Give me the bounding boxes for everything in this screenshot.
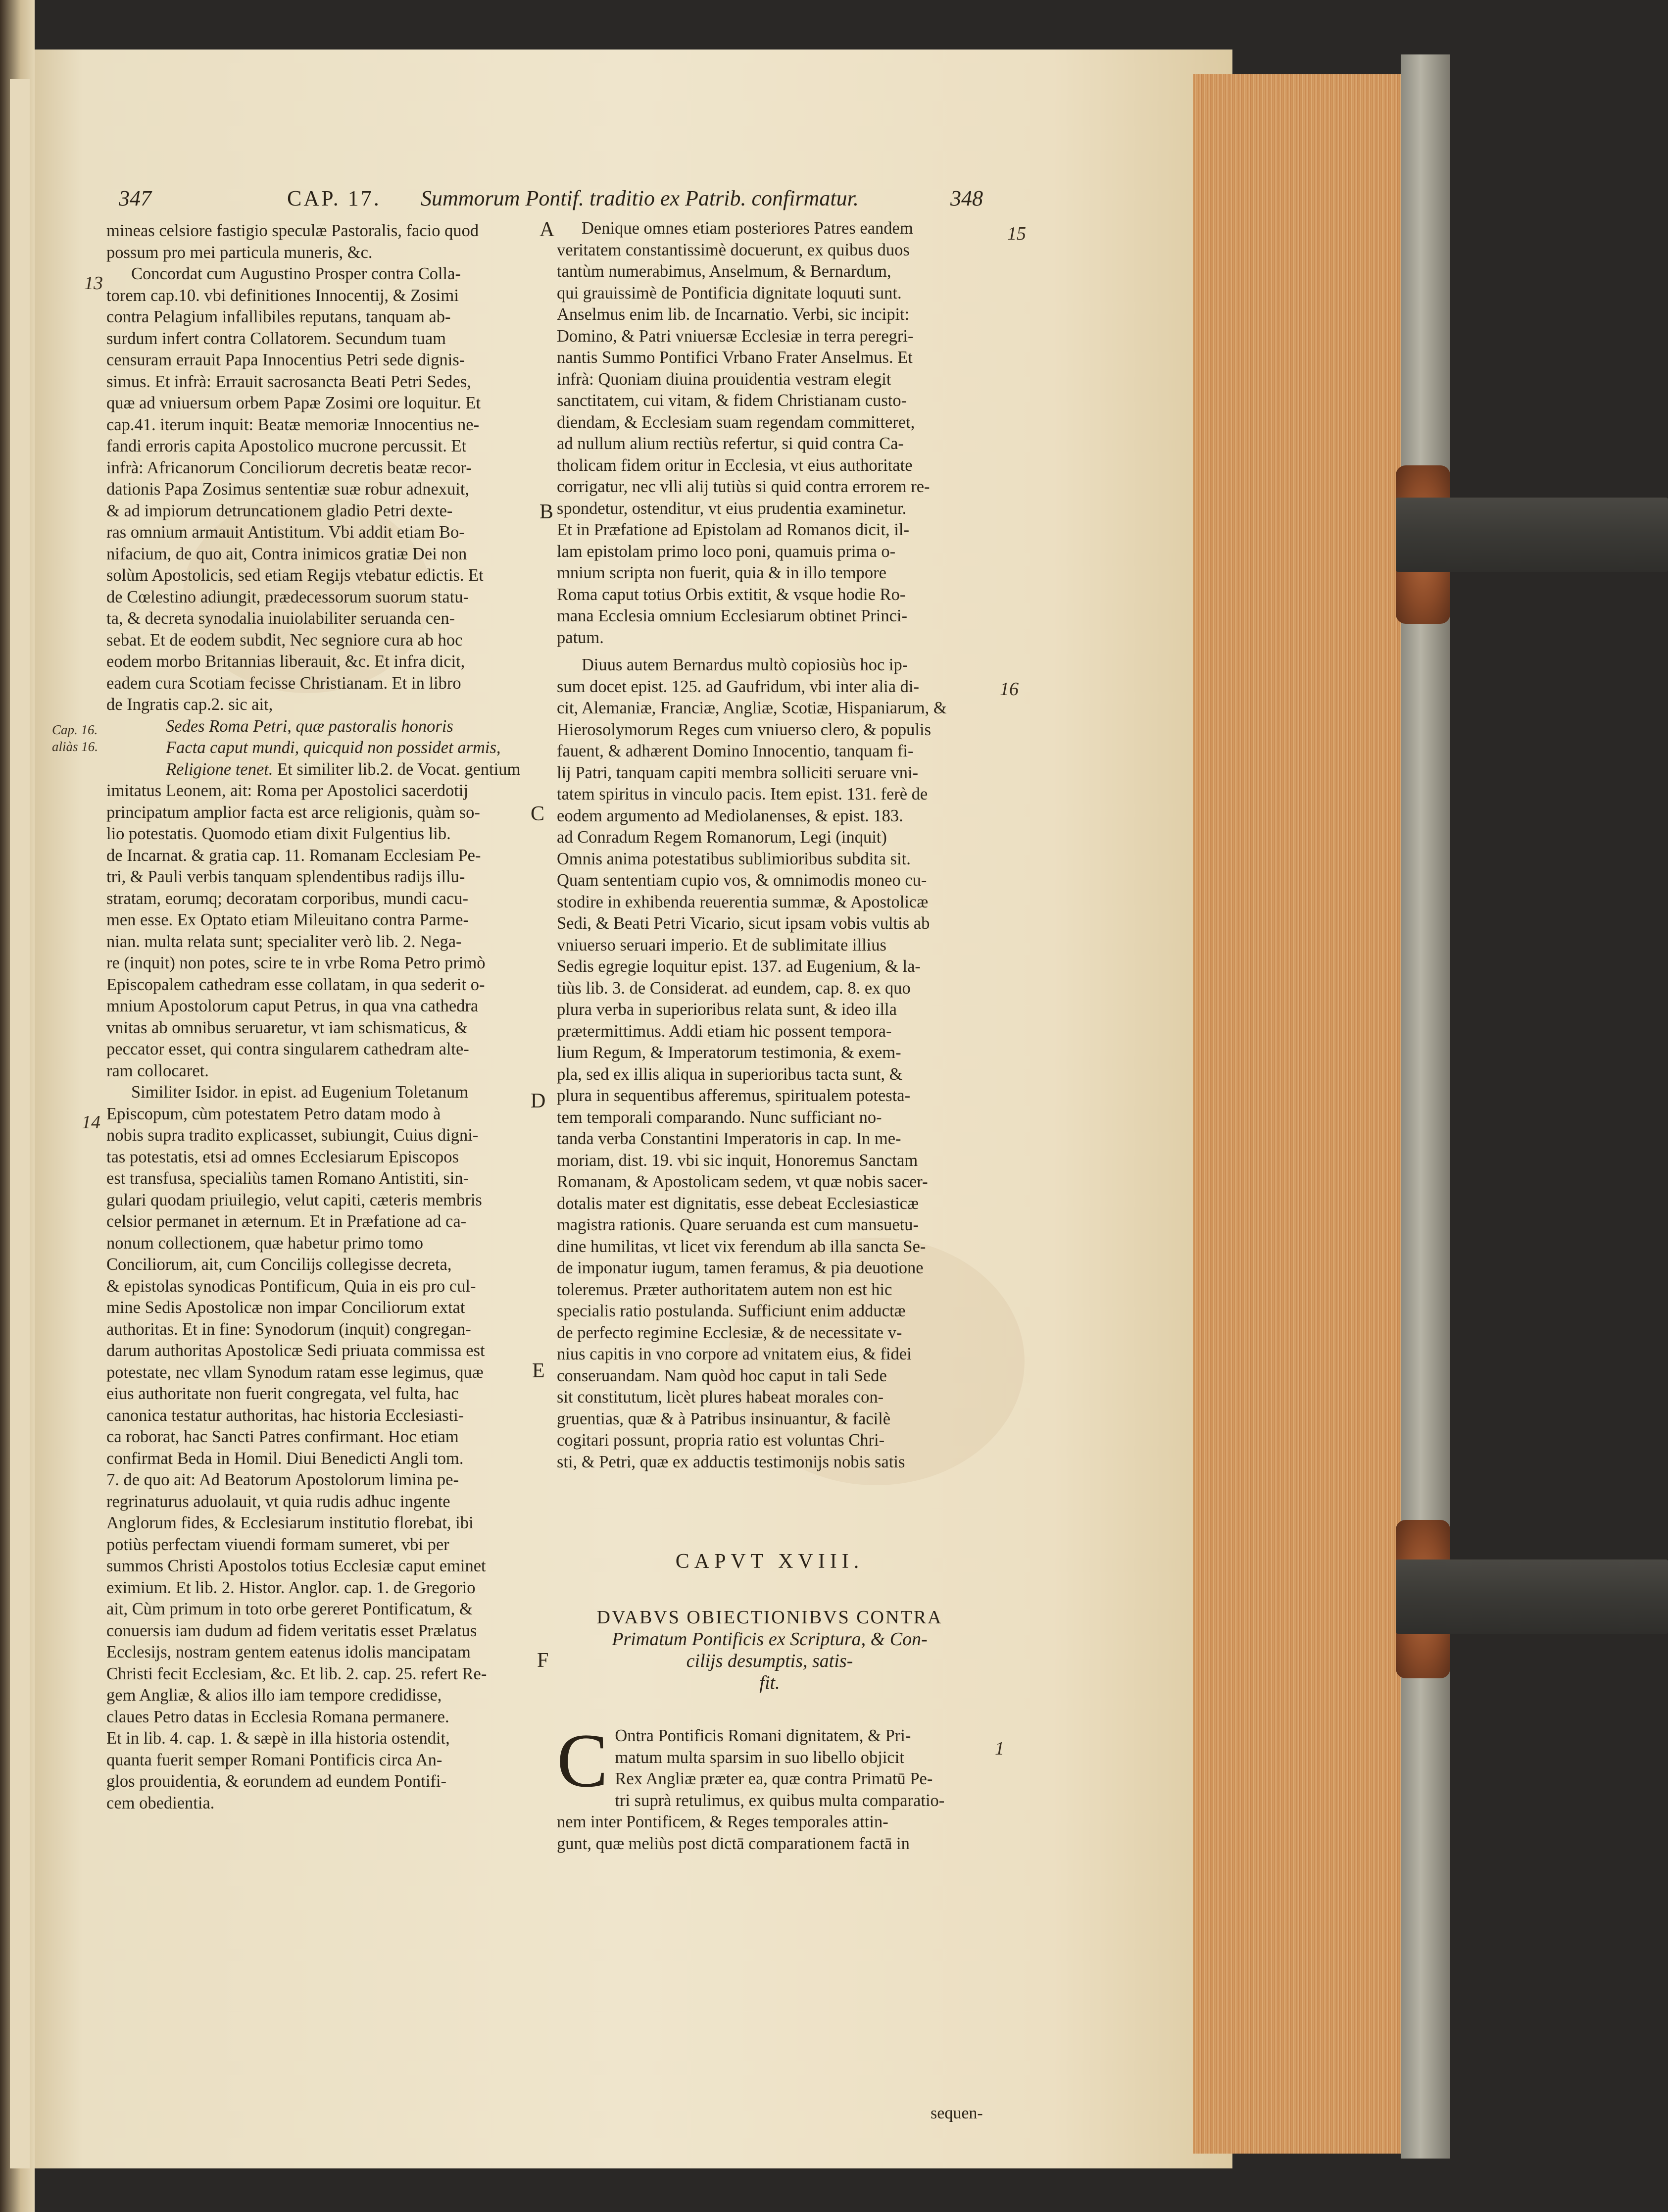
text-line: tatem spiritus in vinculo pacis. Item epist. 131. ferè de — [557, 785, 928, 804]
text-line: infrà: Africanorum Conciliorum decretis beatæ recor- — [106, 458, 472, 477]
text-line: tantùm numerabimus, Anselmum, & Bernardum, — [557, 262, 891, 281]
text-line: lij Patri, tanquam capiti membra solliciti seruare vni- — [557, 763, 919, 782]
text-line: celsior permanet in æternum. Et in Præfatione ad ca- — [106, 1212, 467, 1231]
text-line: tanda verba Constantini Imperatoris in cap. In me- — [557, 1129, 901, 1148]
text-line: tri, & Pauli verbis tanquam splendentibus radijs illu- — [106, 867, 465, 886]
text-line: plura verba in superioribus relata sunt, & ideo illa — [557, 1000, 897, 1019]
text-line: Anselmus enim lib. de Incarnatio. Verbi, sic incipit: — [557, 305, 910, 324]
text-line: & epistolas synodicas Pontificum, Quia in eis pro cul- — [106, 1276, 476, 1296]
text-line: qui grauissimè de Pontificia dignitate loquuti sunt. — [557, 283, 902, 302]
text-line: fauent, & adhærent Domino Innocentio, tanquam fi- — [557, 742, 914, 760]
text-line: tholicam fidem oritur in Ecclesia, vt eius authoritate — [557, 455, 913, 475]
clasp-strap-top — [1396, 498, 1668, 572]
text-line: sit constitutum, licèt plures habeat morales con- — [557, 1388, 884, 1407]
text-line: dotalis mater est dignitatis, esse debeat Ecclesiasticæ — [557, 1194, 919, 1213]
text-line: gem Angliæ, & alios illo iam tempore credidisse, — [106, 1686, 442, 1705]
text-line: vniuerso seruari imperio. Et de sublimitate illius — [557, 935, 886, 955]
clasp-strap-bottom — [1396, 1559, 1668, 1634]
text-line: stodire in exhibenda reuerentia summæ, & Apostolicæ — [557, 892, 929, 911]
subtitle-line: DVABVS OBIECTIONIBVS CONTRA — [596, 1607, 943, 1628]
text-line: gunt, quæ meliùs post dictā comparationem factā in — [557, 1834, 910, 1853]
text-line: ad Conradum Regem Romanorum, Legi (inquit) — [557, 828, 887, 847]
text-line: spondetur, ostenditur, vt eius prudentia examinetur. — [557, 499, 907, 518]
text-line: glos prouidentia, & eorundem ad eundem Pontifi- — [106, 1772, 446, 1791]
right-page-number: 348 — [950, 186, 983, 210]
text-line: Episcopum, cùm potestatem Petro datam modo à — [106, 1104, 441, 1123]
text-line: authoritas. Et in fine: Synodorum (inquit) congregan- — [106, 1319, 471, 1339]
text-line: Rex Angliæ præter ea, quæ contra Primatū Pe- — [615, 1769, 933, 1788]
section-letter: A — [540, 218, 555, 241]
subtitle-line: Primatum Pontificis ex Scriptura, & Con- — [612, 1629, 928, 1650]
text-line: Denique omnes etiam posteriores Patres eandem — [582, 219, 913, 238]
text-line: nius capitis in vno corpore ad vnitatem eius, & fidei — [557, 1345, 912, 1363]
text-line: lam epistolam primo loco poni, quamuis prima o- — [557, 542, 896, 561]
text-line: magistra rationis. Quare seruanda est cum mansuetu- — [557, 1215, 919, 1234]
text-line: Christi fecit Ecclesiam, &c. Et lib. 2. cap. 25. refert Re- — [106, 1664, 487, 1683]
text-line: Et similiter lib.2. de Vocat. gentium — [277, 759, 521, 779]
section-letter: B — [540, 501, 554, 523]
margin-note: Cap. 16. — [52, 722, 98, 737]
text-line: re (inquit) non potes, scire te in vrbe Roma Petro primò — [106, 954, 486, 972]
text-line: torem cap.10. vbi definitiones Innocentij, & Zosimi — [106, 286, 459, 305]
text-line: quæ ad vniuersum orbem Papæ Zosimi ore loquitur. Et — [106, 394, 481, 412]
text-line: Romanam, & Apostolicam sedem, vt quæ nobis sacer- — [557, 1172, 928, 1191]
margin-number: 1 — [995, 1738, 1004, 1759]
text-line: cit, Alemaniæ, Franciæ, Angliæ, Scotiæ, Hispaniarum, & — [557, 699, 947, 717]
text-line: Episcopalem cathedram esse collatam, in qua sederit o- — [106, 975, 485, 994]
text-line: potiùs perfectam viuendi formam sumeret, vbi per — [106, 1535, 449, 1554]
text-line: Sedi, & Beati Petri Vicario, sicut ipsam vobis vultis ab — [557, 914, 930, 933]
text-line: ta, & decreta synodalia inuiolabiliter seruanda cen- — [106, 609, 455, 628]
text-line: mnium scripta non fuerit, quia & in illo tempore — [557, 563, 886, 582]
drop-cap: C — [557, 1718, 608, 1803]
text-line: nantis Summo Pontifici Vrbano Frater Anselmus. Et — [557, 348, 913, 367]
text-line: peccator esset, qui contra singularem cathedram alte- — [106, 1040, 469, 1058]
text-line: tem temporali comparando. Nunc sufficiant no- — [557, 1107, 882, 1127]
text-line: de perfecto regimine Ecclesiæ, & de necessitate v- — [557, 1323, 902, 1342]
subtitle-line: cilijs desumptis, satis- — [686, 1651, 853, 1671]
text-line: corrigatur, nec vlli alij tutiùs si quid contra errorem re- — [557, 477, 930, 496]
text-line: men esse. Ex Optato etiam Mileuitano contra Parme- — [106, 910, 469, 929]
text-line: de Cœlestino adiungit, prædecessorum suorum statu- — [106, 587, 469, 606]
text-line: Hierosolymorum Reges cum vniuerso clero, & populis — [557, 720, 932, 739]
text-line: est transfusa, specialiùs tamen Romano Antistiti, sin- — [106, 1169, 469, 1188]
text-line: dine humilitas, vt licet vix ferendum ab illa sancta Se- — [557, 1237, 926, 1256]
text-line: eximium. Et lib. 2. Histor. Anglor. cap. 1. de Gregorio — [106, 1578, 476, 1597]
text-line: darum authoritas Apostolicæ Sedi priuata commissa est — [106, 1341, 485, 1360]
text-line: fandi erroris capita Apostolico mucrone percussit. Et — [106, 437, 467, 455]
chapter-subtitle — [567, 1607, 973, 1694]
book-cover-edge — [1401, 54, 1450, 2159]
running-title: Summorum Pontif. traditio ex Patrib. confirmatur. — [421, 186, 859, 210]
text-line: 7. de quo ait: Ad Beatorum Apostolorum limina pe- — [106, 1470, 459, 1489]
text-line: Domino, & Patri vniuersæ Ecclesiæ in terra peregri- — [557, 326, 914, 346]
text-line: mnium Apostolorum caput Petrus, in qua vna cathedra — [106, 997, 479, 1015]
text-line: mana Ecclesia omnium Ecclesiarum obtinet Princi- — [557, 606, 907, 625]
text-line: stratam, eorumq; decoratam corporibus, mundi cacu- — [106, 889, 468, 908]
text-line: Sedis egregie loquitur epist. 137. ad Eugenium, & la- — [557, 957, 921, 976]
page-edges — [1193, 74, 1406, 2154]
text-line: nobis supra tradito explicasset, subiungit, Cuius digni- — [106, 1126, 479, 1145]
text-line: specialis ratio postulanda. Sufficiunt enim adductæ — [557, 1302, 906, 1320]
text-line: eodem argumento ad Mediolanenses, & epist. 183. — [557, 806, 903, 825]
text-line: Et in Præfatione ad Epistolam ad Romanos dicit, il- — [557, 520, 909, 539]
chapter-body — [557, 1718, 982, 1855]
text-line: patum. — [557, 628, 604, 647]
text-line: surdum infert contra Collatorem. Secundum tuam — [106, 329, 446, 348]
text-line: confirmat Beda in Homil. Diui Benedicti Angli tom. — [106, 1449, 464, 1468]
verse-line: Facta caput mundi, quicquid non possidet armis, — [166, 738, 501, 757]
text-line: sebat. Et de eodem subdit, Nec segniore cura ab hoc — [106, 630, 463, 650]
text-line: ca roborat, hac Sancti Patres confirmant. Hoc etiam — [106, 1427, 459, 1446]
text-line: Diuus autem Bernardus multò copiosiùs hoc ip- — [582, 655, 908, 674]
text-line: dationis Papa Zosimus sententiæ suæ robur adnexuit, — [106, 480, 470, 499]
text-line: possum pro mei particula muneris, &c. — [106, 243, 373, 262]
text-line: prætermittimus. Addi etiam hic possent tempora- — [557, 1021, 892, 1041]
text-line: Conciliorum, ait, cum Concilijs collegisse decreta, — [106, 1255, 452, 1274]
text-line: & ad impiorum detruncationem gladio Petri dexte- — [106, 501, 453, 520]
text-line: toleremus. Præter authoritatem autem non est hic — [557, 1280, 892, 1299]
text-line: regrinaturus aduolauit, vt quia rudis adhuc ingente — [106, 1492, 450, 1511]
text-line: tas potestatis, etsi ad omnes Ecclesiarum Episcopos — [106, 1147, 459, 1166]
text-line: pla, sed ex illis aliqua in superioribus tacta sunt, & — [557, 1064, 903, 1084]
section-letter: D — [531, 1090, 546, 1112]
text-line: cem obedientia. — [106, 1793, 215, 1812]
margin-number: 14 — [82, 1112, 100, 1133]
text-line: Similiter Isidor. in epist. ad Eugenium Toletanum — [131, 1083, 469, 1102]
text-line: gulari quodam priuilegio, velut capiti, cæteris membris — [106, 1190, 482, 1209]
verse-line: Sedes Roma Petri, quæ pastoralis honoris — [166, 716, 453, 736]
text-line: simus. Et infrà: Errauit sacrosancta Beati Petri Sedes, — [106, 372, 471, 391]
subtitle-line: fit. — [759, 1672, 780, 1693]
text-line: sanctitatem, cui vitam, & fidem Christianam custo- — [557, 391, 907, 410]
text-line: infrà: Quoniam diuina prouidentia vestram elegit — [557, 369, 891, 389]
margin-number: 15 — [1007, 223, 1026, 244]
text-line: quanta fuerit semper Romani Pontificis circa An- — [106, 1750, 442, 1769]
text-line: canonica testatur authoritas, hac historia Ecclesiasti- — [106, 1406, 464, 1425]
text-line: ait, Cùm primum in toto orbe gereret Pontificatum, & — [106, 1600, 473, 1618]
verse-line: Religione tenet. — [166, 759, 273, 779]
text-line: eodem morbo Britannias liberauit, &c. Et infra dicit, — [106, 652, 465, 671]
text-line: cogitari possunt, propria ratio est voluntas Chri- — [557, 1431, 885, 1450]
margin-number: 13 — [84, 273, 103, 294]
section-letter: E — [532, 1359, 545, 1382]
text-line: nem inter Pontificem, & Reges temporales attin- — [557, 1812, 888, 1831]
text-line: contra Pelagium infallibiles reputans, tanquam ab- — [106, 307, 451, 326]
text-line: conseruandam. Nam quòd hoc caput in tali Sede — [557, 1366, 887, 1385]
previous-page-sliver — [10, 79, 30, 2168]
text-line: lio potestatis. Quomodo etiam dixit Fulgentius lib. — [106, 824, 451, 843]
text-line: summos Christi Apostolos totius Ecclesiæ caput eminet — [106, 1557, 486, 1575]
text-line: mineas celsiore fastigio speculæ Pastoralis, facio quod — [106, 221, 479, 240]
text-line: censuram errauit Papa Innocentius Petri sede dignis- — [106, 351, 465, 369]
text-line: Et in lib. 4. cap. 1. & sæpè in illa historia ostendit, — [106, 1729, 450, 1748]
text-line: Quam sententiam cupio vos, & omnimodis moneo cu- — [557, 871, 927, 890]
text-line: nifacium, de quo ait, Contra inimicos gratiæ Dei non — [106, 544, 467, 563]
text-line: de Ingratis cap.2. sic ait, — [106, 695, 273, 714]
text-line: veritatem constantissimè docuerunt, ex quibus duos — [557, 240, 910, 259]
text-line: principatum amplior facta est arce religionis, quàm so- — [106, 803, 480, 822]
catchword: sequen- — [931, 2104, 983, 2122]
text-line: solùm Apostolicis, sed etiam Regijs vtebatur edictis. Et — [106, 566, 484, 585]
running-header — [109, 186, 1000, 215]
text-line: Roma caput totius Orbis extitit, & vsque hodie Ro- — [557, 585, 906, 604]
right-column — [557, 218, 982, 1473]
text-line: ram collocaret. — [106, 1061, 209, 1080]
text-line: vnitas ab omnibus seruaretur, vt iam schismaticus, & — [106, 1018, 468, 1037]
text-line: gruentias, quæ & à Patribus insinuantur, & facilè — [557, 1409, 891, 1428]
text-line: moriam, dist. 19. vbi sic inquit, Honoremus Sanctam — [557, 1151, 918, 1170]
text-line: Concordat cum Augustino Prosper contra Colla- — [131, 264, 461, 283]
text-line: plura in sequentibus afferemus, spiritualem potesta- — [557, 1086, 911, 1105]
section-letter: C — [531, 803, 545, 825]
text-line: de imponatur iugum, tamen feramus, & pia deuotione — [557, 1258, 924, 1277]
text-line: ad nullum alium rectiùs refertur, si quid contra Ca- — [557, 434, 904, 453]
text-line: eadem cura Scotiam fecisse Christianam. Et in libro — [106, 673, 461, 693]
text-line: conuersis iam dudum ad fidem veritatis esset Prælatus — [106, 1621, 477, 1640]
chapter-label: CAP. 17. — [287, 186, 381, 210]
text-line: tri suprà retulimus, ex quibus multa comparatio- — [615, 1791, 945, 1810]
text-line: ras omnium armauit Antistitum. Vbi addit etiam Bo- — [106, 523, 465, 542]
text-line: diendam, & Ecclesiam suam regendam committeret, — [557, 412, 915, 432]
text-line: nonum collectionem, quæ habetur primo tomo — [106, 1233, 424, 1253]
text-line: eius authoritate non fuerit congregata, vel fulta, hac — [106, 1384, 459, 1403]
text-line: potestate, nec vllam Synodum ratam esse legimus, quæ — [106, 1362, 484, 1382]
section-letter: F — [537, 1649, 549, 1672]
text-line: sum docet epist. 125. ad Gaufridum, vbi inter alia di- — [557, 677, 919, 696]
text-line: mine Sedis Apostolicæ non impar Conciliorum extat — [106, 1298, 465, 1317]
chapter-heading: CAPVT XVIII. — [675, 1550, 864, 1573]
text-line: imitatus Leonem, ait: Roma per Apostolici sacerdotij — [106, 781, 469, 800]
left-page-number: 347 — [119, 186, 151, 210]
text-line: sti, & Petri, quæ ex adductis testimonijs nobis satis — [557, 1452, 905, 1471]
text-line: cap.41. iterum inquit: Beatæ memoriæ Innocentius ne- — [106, 415, 480, 434]
text-line: Ecclesijs, nostram gentem eatenus idolis mancipatam — [106, 1643, 471, 1661]
margin-note: aliàs 16. — [52, 739, 98, 754]
text-line: tiùs lib. 3. de Considerat. ad eundem, cap. 8. ex quo — [557, 978, 911, 998]
text-line: Ontra Pontificis Romani dignitatem, & Pri- — [615, 1726, 911, 1745]
text-line: de Incarnat. & gratia cap. 11. Romanam Ecclesiam Pe- — [106, 846, 481, 865]
text-line: Anglorum fides, & Ecclesiarum institutio florebat, ibi — [106, 1513, 474, 1532]
left-column — [106, 220, 540, 1814]
text-line: claues Petro datas in Ecclesia Romana permanere. — [106, 1707, 449, 1726]
text-line: nian. multa relata sunt; specialiter verò lib. 2. Nega- — [106, 932, 462, 951]
text-line: matum multa sparsim in suo libello objicit — [615, 1748, 904, 1767]
text-line: Omnis anima potestatibus sublimioribus subdita sit. — [557, 849, 911, 868]
text-line: lium Regum, & Imperatorum testimonia, & exem- — [557, 1043, 901, 1062]
margin-number: 16 — [1000, 679, 1019, 700]
